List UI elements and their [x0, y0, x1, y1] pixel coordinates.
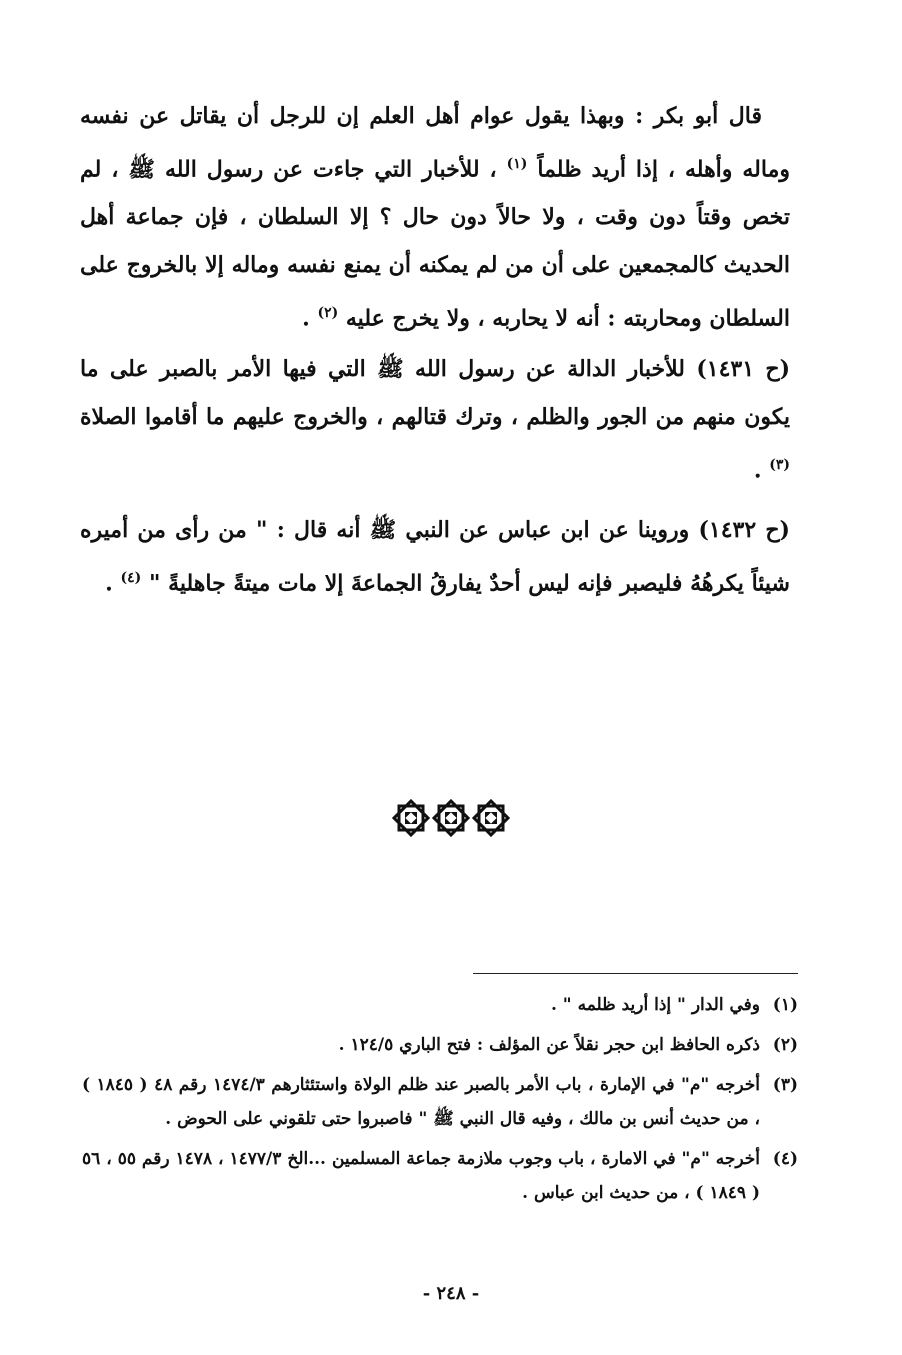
speaker-lead: قال أبو بكر :	[635, 103, 762, 129]
footnote-mark: (٤)	[772, 1149, 798, 1169]
hadith-text: وروينا عن ابن عباس عن النبي ﷺ أنه قال : " من رأى من أميره شيئاً يكرهُهُ فليصبر فإنه ليس أحدٌ يفارقُ الجماعةَ إلا مات ميتةً جاهليةً "	[80, 516, 790, 597]
page-number: - ٢٤٨ -	[422, 1283, 480, 1304]
hadith-1432	[80, 506, 790, 607]
footnote-mark: (٢)	[772, 1035, 798, 1055]
footnote-mark: (١)	[772, 995, 798, 1015]
footnote-text: ذكره الحافظ ابن حجر نقلاً عن المؤلف : فتح الباري ١٢٤/٥ .	[338, 1035, 760, 1055]
footnote-text: أخرجه "م" في الإمارة ، باب الأمر بالصبر عند ظلم الولاة واستئثارهم ١٤٧٤/٣ رقم ٤٨ ( ١٨٤٥ ) ، من حديث أنس بن مالك ، وفيه قال النبي ﷺ " فاصبروا حتى تلقوني على الحوض .	[82, 1075, 760, 1129]
footnote-ref-4: (٤)	[120, 569, 142, 586]
footnote-divider	[473, 973, 798, 974]
hadith-number: (ح ١٤٣٢)	[698, 516, 790, 543]
hadith-1431	[80, 345, 790, 494]
hadith-text: للأخبار الدالة عن رسول الله ﷺ التي فيها الأمر بالصبر على ما يكون منهم من الجور والظلم ، وترك قتالهم ، والخروج عليهم ما أقاموا الصلاة	[80, 355, 790, 430]
hadith-end: .	[753, 456, 762, 483]
footnote-ref-3: (٣)	[769, 456, 790, 473]
footnote-1	[82, 988, 798, 1022]
footnote-ref-2: (٢)	[317, 305, 339, 322]
footnote-2	[82, 1028, 798, 1062]
intro-paragraph	[80, 92, 790, 343]
star-ornament-icon	[432, 799, 470, 837]
intro-text-continued: ، للأخبار التي جاءت عن رسول الله ﷺ ، لم تخص وقتاً دون وقت ، ولا حالاً دون حال ؟ إلا السلطان ، فإن جماعة أهل الحديث كالمجمعين على أن من لم يمكنه أن يمنع نفسه وماله إلا بالخروج على السلطان ومحاربته : أنه لا يحاربه ، ولا يخرج عليه	[80, 156, 790, 332]
footnote-text: أخرجه "م" في الامارة ، باب وجوب ملازمة جماعة المسلمين ...الخ ١٤٧٧/٣ ، ١٤٧٨ رقم ٥٥ ، ٥٦ ( ١٨٤٩ ) ، من حديث ابن عباس .	[82, 1149, 760, 1203]
intro-text: وبهذا يقول عوام أهل العلم إن للرجل أن يقاتل عن نفسه وماله وأهله ، إذا أريد ظلماً	[80, 103, 790, 183]
footnote-3	[82, 1068, 798, 1136]
main-text	[80, 92, 790, 607]
footnote-mark: (٣)	[772, 1075, 798, 1095]
star-ornament-icon	[472, 799, 510, 837]
hadith-number: (ح ١٤٣١)	[696, 355, 790, 382]
section-ornament	[0, 798, 902, 838]
footnote-text: وفي الدار " إذا أريد ظلمه " .	[550, 995, 760, 1015]
intro-end: .	[302, 305, 310, 332]
footnote-ref-1: (١)	[506, 156, 528, 172]
hadith-end: .	[105, 570, 113, 597]
footnote-4	[82, 1142, 798, 1210]
footnotes	[82, 988, 798, 1216]
star-ornament-icon	[392, 799, 430, 837]
